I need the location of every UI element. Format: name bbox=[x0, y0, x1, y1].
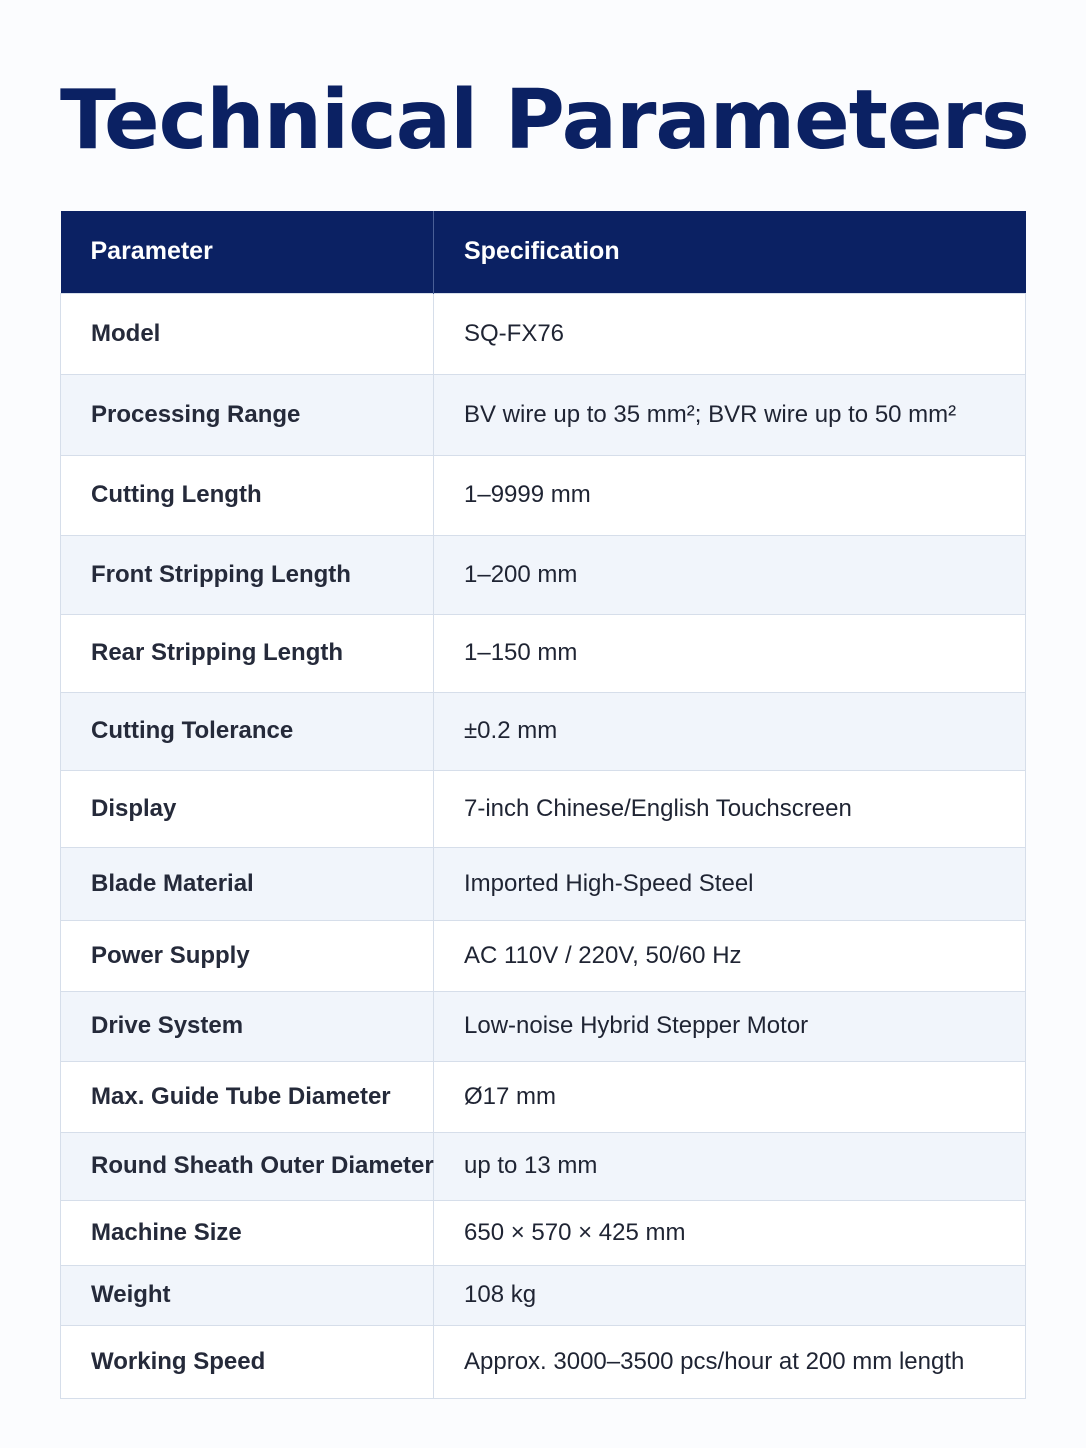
specification-cell: 108 kg bbox=[434, 1265, 1026, 1325]
table-row bbox=[61, 374, 1026, 455]
specification-cell: 1–150 mm bbox=[434, 614, 1026, 692]
parameter-cell: Cutting Tolerance bbox=[61, 692, 434, 770]
parameter-cell: Front Stripping Length bbox=[61, 535, 434, 614]
parameter-cell: Drive System bbox=[61, 991, 434, 1061]
table-row bbox=[61, 847, 1026, 920]
parameter-cell: Power Supply bbox=[61, 920, 434, 991]
table-row bbox=[61, 1132, 1026, 1200]
parameter-cell: Working Speed bbox=[61, 1325, 434, 1398]
parameter-cell: Machine Size bbox=[61, 1200, 434, 1265]
parameter-cell: Model bbox=[61, 293, 434, 374]
table-row bbox=[61, 1325, 1026, 1398]
specification-cell: Low-noise Hybrid Stepper Motor bbox=[434, 991, 1026, 1061]
table-row bbox=[61, 991, 1026, 1061]
table-row bbox=[61, 1061, 1026, 1132]
table-row bbox=[61, 1200, 1026, 1265]
parameter-cell: Rear Stripping Length bbox=[61, 614, 434, 692]
technical-parameters-table bbox=[60, 211, 1026, 1399]
column-header-specification: Specification bbox=[434, 211, 1026, 293]
specification-cell: Approx. 3000–3500 pcs/hour at 200 mm length bbox=[434, 1325, 1026, 1398]
parameter-cell: Weight bbox=[61, 1265, 434, 1325]
specification-cell: ±0.2 mm bbox=[434, 692, 1026, 770]
table-row bbox=[61, 535, 1026, 614]
table-row bbox=[61, 692, 1026, 770]
table-header-row bbox=[61, 211, 1026, 293]
page-title: Technical Parameters bbox=[60, 73, 1029, 168]
table-row bbox=[61, 455, 1026, 535]
specification-cell: up to 13 mm bbox=[434, 1132, 1026, 1200]
specification-cell: 7-inch Chinese/English Touchscreen bbox=[434, 770, 1026, 847]
parameter-cell: Display bbox=[61, 770, 434, 847]
specification-cell: AC 110V / 220V, 50/60 Hz bbox=[434, 920, 1026, 991]
parameter-cell: Processing Range bbox=[61, 374, 434, 455]
table-row bbox=[61, 293, 1026, 374]
specification-cell: SQ-FX76 bbox=[434, 293, 1026, 374]
specification-cell: 650 × 570 × 425 mm bbox=[434, 1200, 1026, 1265]
table-row bbox=[61, 614, 1026, 692]
specification-cell: 1–9999 mm bbox=[434, 455, 1026, 535]
column-header-parameter: Parameter bbox=[61, 211, 434, 293]
specification-cell: 1–200 mm bbox=[434, 535, 1026, 614]
parameter-cell: Round Sheath Outer Diameter bbox=[61, 1132, 434, 1200]
parameter-cell: Max. Guide Tube Diameter bbox=[61, 1061, 434, 1132]
table-row bbox=[61, 920, 1026, 991]
specification-cell: Ø17 mm bbox=[434, 1061, 1026, 1132]
table-row bbox=[61, 770, 1026, 847]
parameter-cell: Blade Material bbox=[61, 847, 434, 920]
specification-cell: Imported High-Speed Steel bbox=[434, 847, 1026, 920]
table-row bbox=[61, 1265, 1026, 1325]
specification-cell: BV wire up to 35 mm²; BVR wire up to 50 mm² bbox=[434, 374, 1026, 455]
parameter-cell: Cutting Length bbox=[61, 455, 434, 535]
